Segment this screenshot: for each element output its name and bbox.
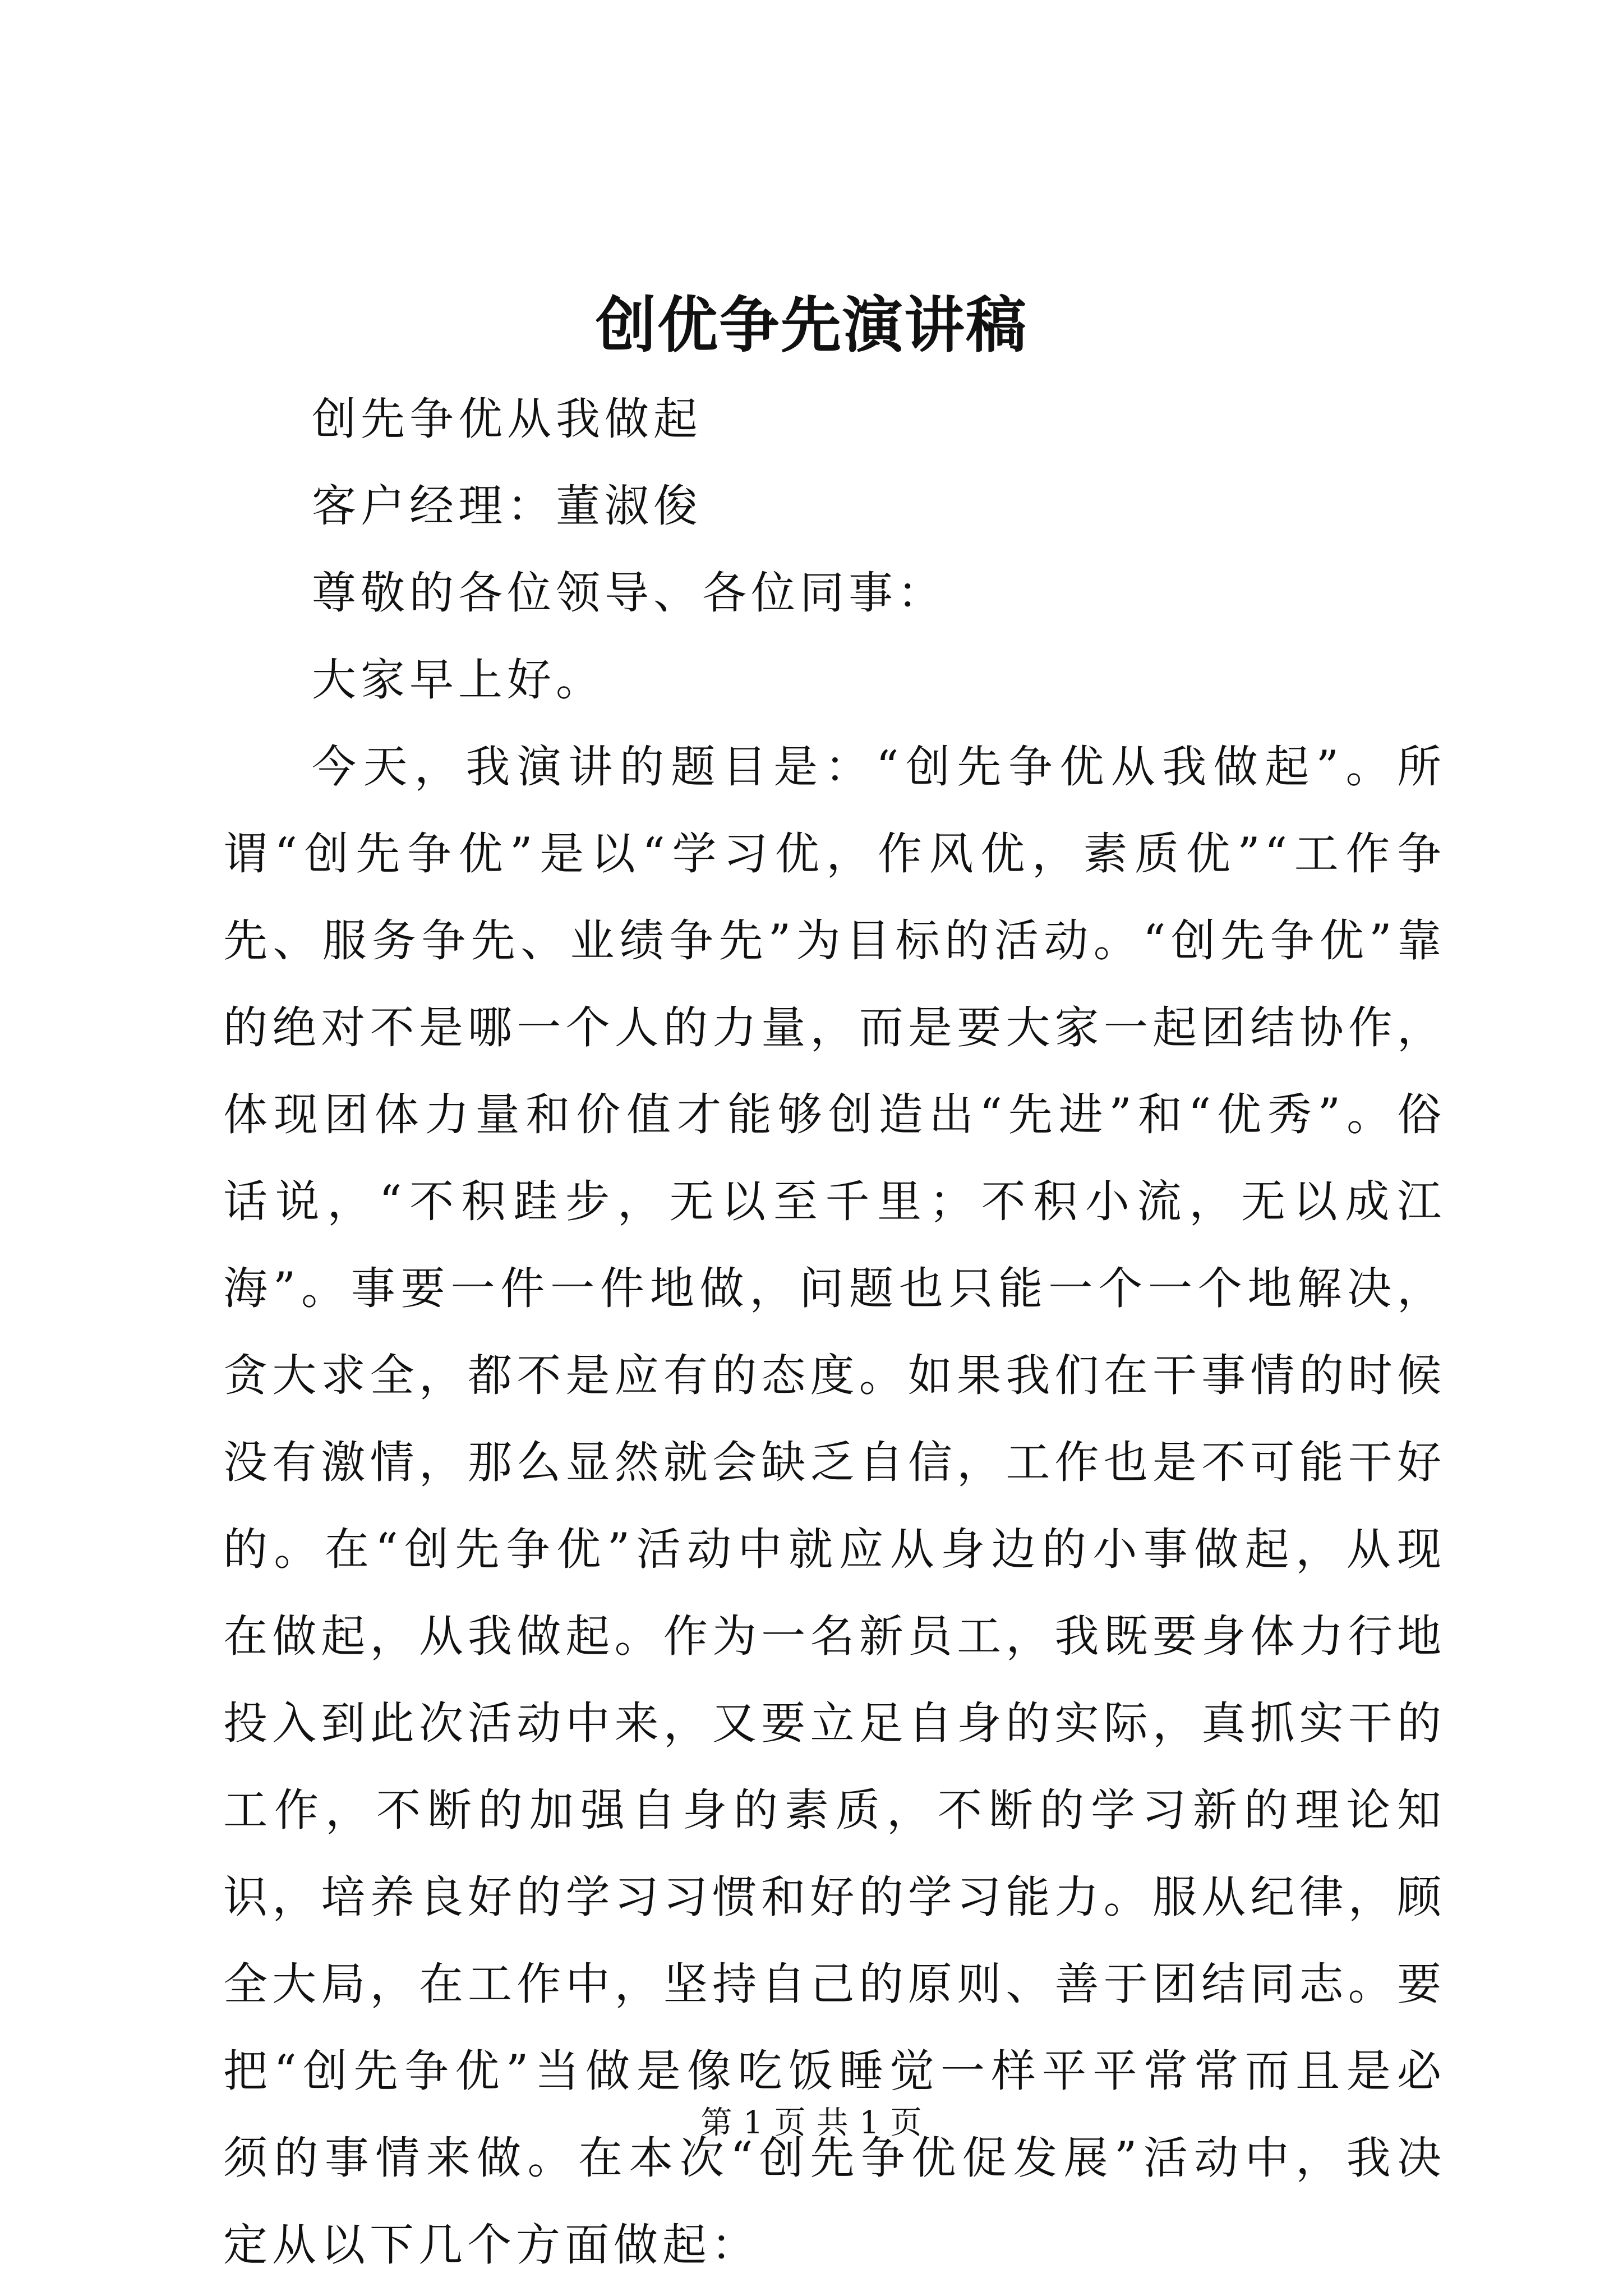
page-footer: 第 1 页 共 1 页 — [700, 2105, 923, 2141]
author-paragraph: 客户经理：董淑俊 — [312, 480, 702, 532]
document-body — [223, 376, 1446, 2289]
document-title: 创优争先演讲稿 — [595, 290, 1027, 361]
main-paragraph: 今天，我演讲的题目是：“创先争优从我做起”。所谓“创先争优”是以“学习优，作风优，素质优”“工作争先、服务争先、业绩争先”为目标的活动。“创先争优”靠的绝对不是哪一个人的力量，而是要大家一起团结协作，体现团体力量和价值才能够创造出“先进”和“优秀”。俗话说，“不积跬步，无以至千里；不积小流，无以成江海”。事要一件一件地做，问题也只能一个一个地解决，贪大求全，都不是应有的态度。如果我们在干事情的时候没有激情，那么显然就会缺乏自信，工作也是不可能干好的。在“创先争优”活动中就应从身边的小事做起，从现在做起，从我做起。作为一名新员工，我既要身体力行地投入到此次活动中来，又要立足自身的实际，真抓实干的工作，不断的加强自身的素质，不断的学习新的理论知识，培养良好的学习习惯和好的学习能力。服从纪律，顾全大局，在工作中，坚持自己的原则、善于团结同志。要把“创先争优”当做是像吃饭睡觉一样平平常常而且是必须的事情来做。在本次“创先争优促发展”活动中，我决定从以下几个方面做起： — [223, 741, 1446, 2271]
salutation-paragraph: 尊敬的各位领导、各位同事： — [312, 567, 946, 619]
greeting-paragraph: 大家早上好。 — [312, 654, 605, 706]
subtitle-paragraph: 创先争优从我做起 — [312, 393, 702, 445]
